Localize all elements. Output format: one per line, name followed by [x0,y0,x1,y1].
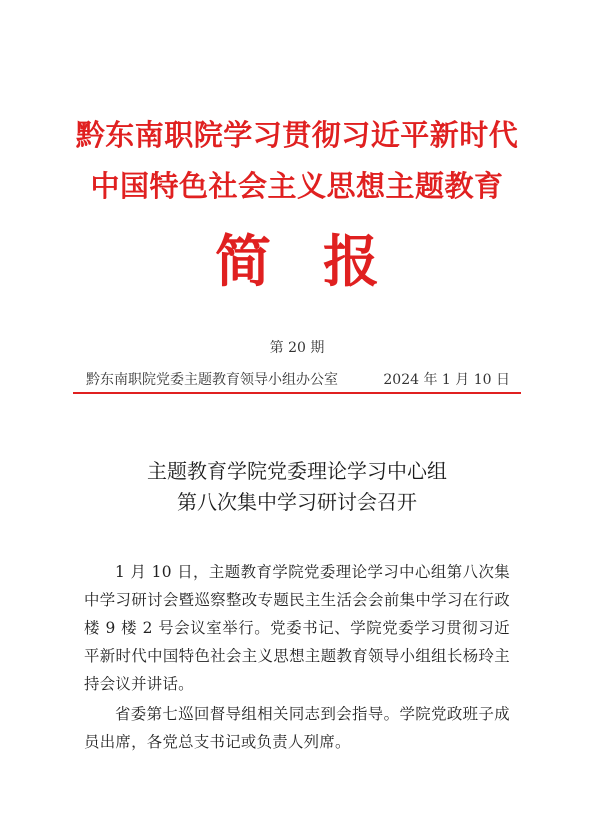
article-headline-line-2: 第八次集中学习研讨会召开 [177,490,417,514]
masthead-title: 简报 [215,230,431,295]
issue-number: 第 20 期 [269,340,325,356]
masthead-line-2: 中国特色社会主义思想主题教育 [90,169,504,203]
masthead-line-1: 黔东南职院学习贯彻习近平新时代 [75,118,519,152]
issuing-office: 黔东南职院党委主题教育领导小组办公室 [86,372,338,388]
red-divider-rule [73,392,521,394]
article-headline-line-1: 主题教育学院党委理论学习中心组 [147,459,447,483]
article-paragraph: 1 月 10 日，主题教育学院党委理论学习中心组第八次集中学习研讨会暨巡察整改专题民主生活会会前集中学习在行政楼 9 楼 2 号会议室举行。党委书记、学院党委学习贯彻习近平新时代中国特色社会主义思想主题教育领导小组组长杨玲主持会议并讲话。 [84,563,510,694]
issue-date: 2024 年 1 月 10 日 [383,372,510,388]
article-paragraph: 省委第七巡回督导组相关同志到会指导。学院党政班子成员出席，各党总支书记或负责人列席。 [84,705,510,752]
